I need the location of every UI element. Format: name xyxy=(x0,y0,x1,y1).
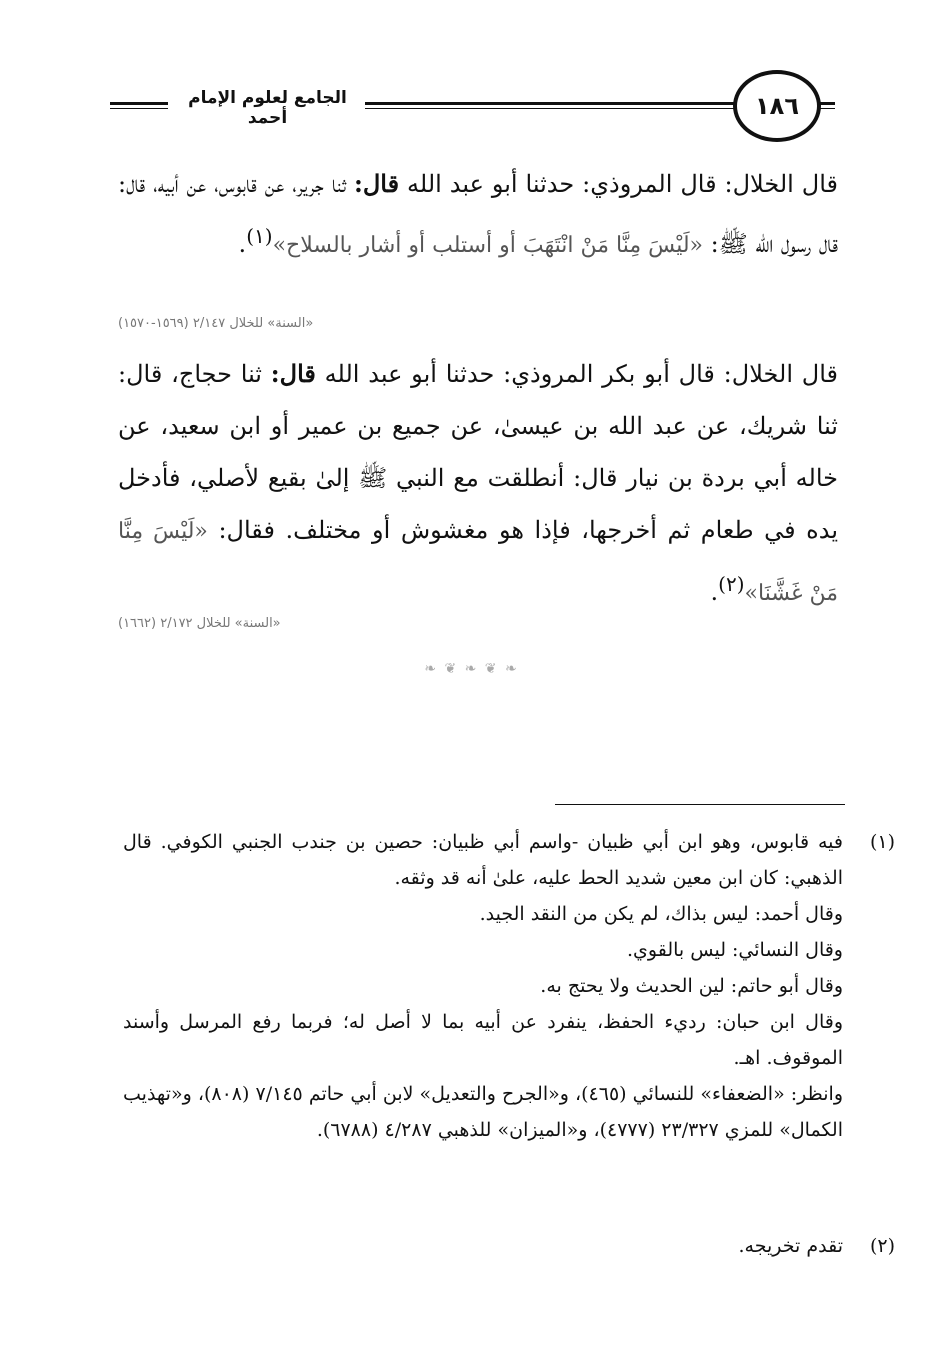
footnote-2-line: تقدم تخريجه. xyxy=(738,1235,843,1257)
footnote-1-line: وقال ابن حبان: رديء الحفظ، ينفرد عن أبيه بما لا أصل له؛ فربما رفع المرسل وأسند الموقوف. اهـ. xyxy=(123,1011,843,1069)
paragraph-2-bold: قال: xyxy=(270,359,316,388)
paragraph-1-text-a: قال الخلال: قال المروذي: حدثنا أبو عبد الله xyxy=(399,170,839,198)
footnote-1-line: وقال أحمد: ليس بذاك، لم يكن من النقد الجيد. xyxy=(479,903,843,925)
section-ornament: ❧ ❦ ❧ ❦ ❧ xyxy=(424,661,519,677)
footnote-separator xyxy=(555,804,845,805)
running-title: الجامع لعلوم الإمام أحمد xyxy=(188,88,347,128)
source-reference-1: «السنة» للخلال ٢/١٤٧ (١٥٦٩-١٥٧٠) xyxy=(118,316,314,331)
header-rule-left xyxy=(110,102,168,109)
footnote-mark-2: (٢) xyxy=(718,572,745,596)
paragraph-2 xyxy=(118,348,838,620)
paragraph-1 xyxy=(118,158,838,272)
paragraph-1-end: . xyxy=(238,230,247,258)
footnote-1-number: (١) xyxy=(869,831,895,853)
footnote-2 xyxy=(123,1228,895,1264)
footnote-1-line: وقال النسائي: ليس بالقوي. xyxy=(627,939,843,961)
page-header xyxy=(110,70,840,140)
source-reference-2: «السنة» للخلال ٢/١٧٢ (١٦٦٢) xyxy=(118,616,281,631)
footnote-2-number: (٢) xyxy=(869,1235,895,1257)
page-number: ١٨٦ xyxy=(733,70,821,142)
paragraph-2-end: . xyxy=(710,578,719,606)
paragraph-1-bold: قال: xyxy=(353,169,400,198)
paragraph-2-text-b: ثنا حجاج، قال: ثنا شريك، عن عبد الله بن عيسىٰ، عن جميع بن عمير أو ابن سعيد، عن خاله أبي بردة بن نيار قال: أنطلقت مع النبي ﷺ إلىٰ بقيع لأصلي، فأدخل يده في طعام ثم أخرجها، فإذا هو مغشوش أو مختلف. فقال: xyxy=(118,360,839,544)
footnote-mark-1: (١) xyxy=(246,224,273,248)
paragraph-1-text-b: ثنا جرير، عن قابوس، عن أبيه، قال: قال رسول الله ﷺ: xyxy=(118,170,838,258)
paragraph-2-hadith: «لَيْسَ مِنَّا مَنْ غَشَّنَا» xyxy=(118,519,838,606)
paragraph-2-text-a: قال الخلال: قال أبو بكر المروذي: حدثنا أبو عبد الله xyxy=(315,360,838,388)
footnote-1-line: وقال أبو حاتم: لين الحديث ولا يحتج به. xyxy=(540,975,843,997)
paragraph-1-hadith: «لَيْسَ مِنَّا مَنْ انْتَهَبَ أو أستلب أو أشار بالسلاح» xyxy=(272,233,703,258)
footnote-1 xyxy=(123,824,895,1148)
footnote-1-line: وانظر: «الضعفاء» للنسائي (٤٦٥)، و«الجرح والتعديل» لابن أبي حاتم ٧/١٤٥ (٨٠٨)، و«تهذيب الكمال» للمزي ٢٣/٣٢٧ (٤٧٧٧)، و«الميزان» للذهبي ٤/٢٨٧ (٦٧٨٨). xyxy=(123,1083,843,1141)
footnote-1-line: فيه قابوس، وهو ابن أبي ظبيان -واسم أبي ظبيان: حصين بن جندب الجنبي الكوفي. قال الذهبي: كان ابن معين شديد الحط عليه، علىٰ أنه قد وثقه. xyxy=(123,831,843,889)
